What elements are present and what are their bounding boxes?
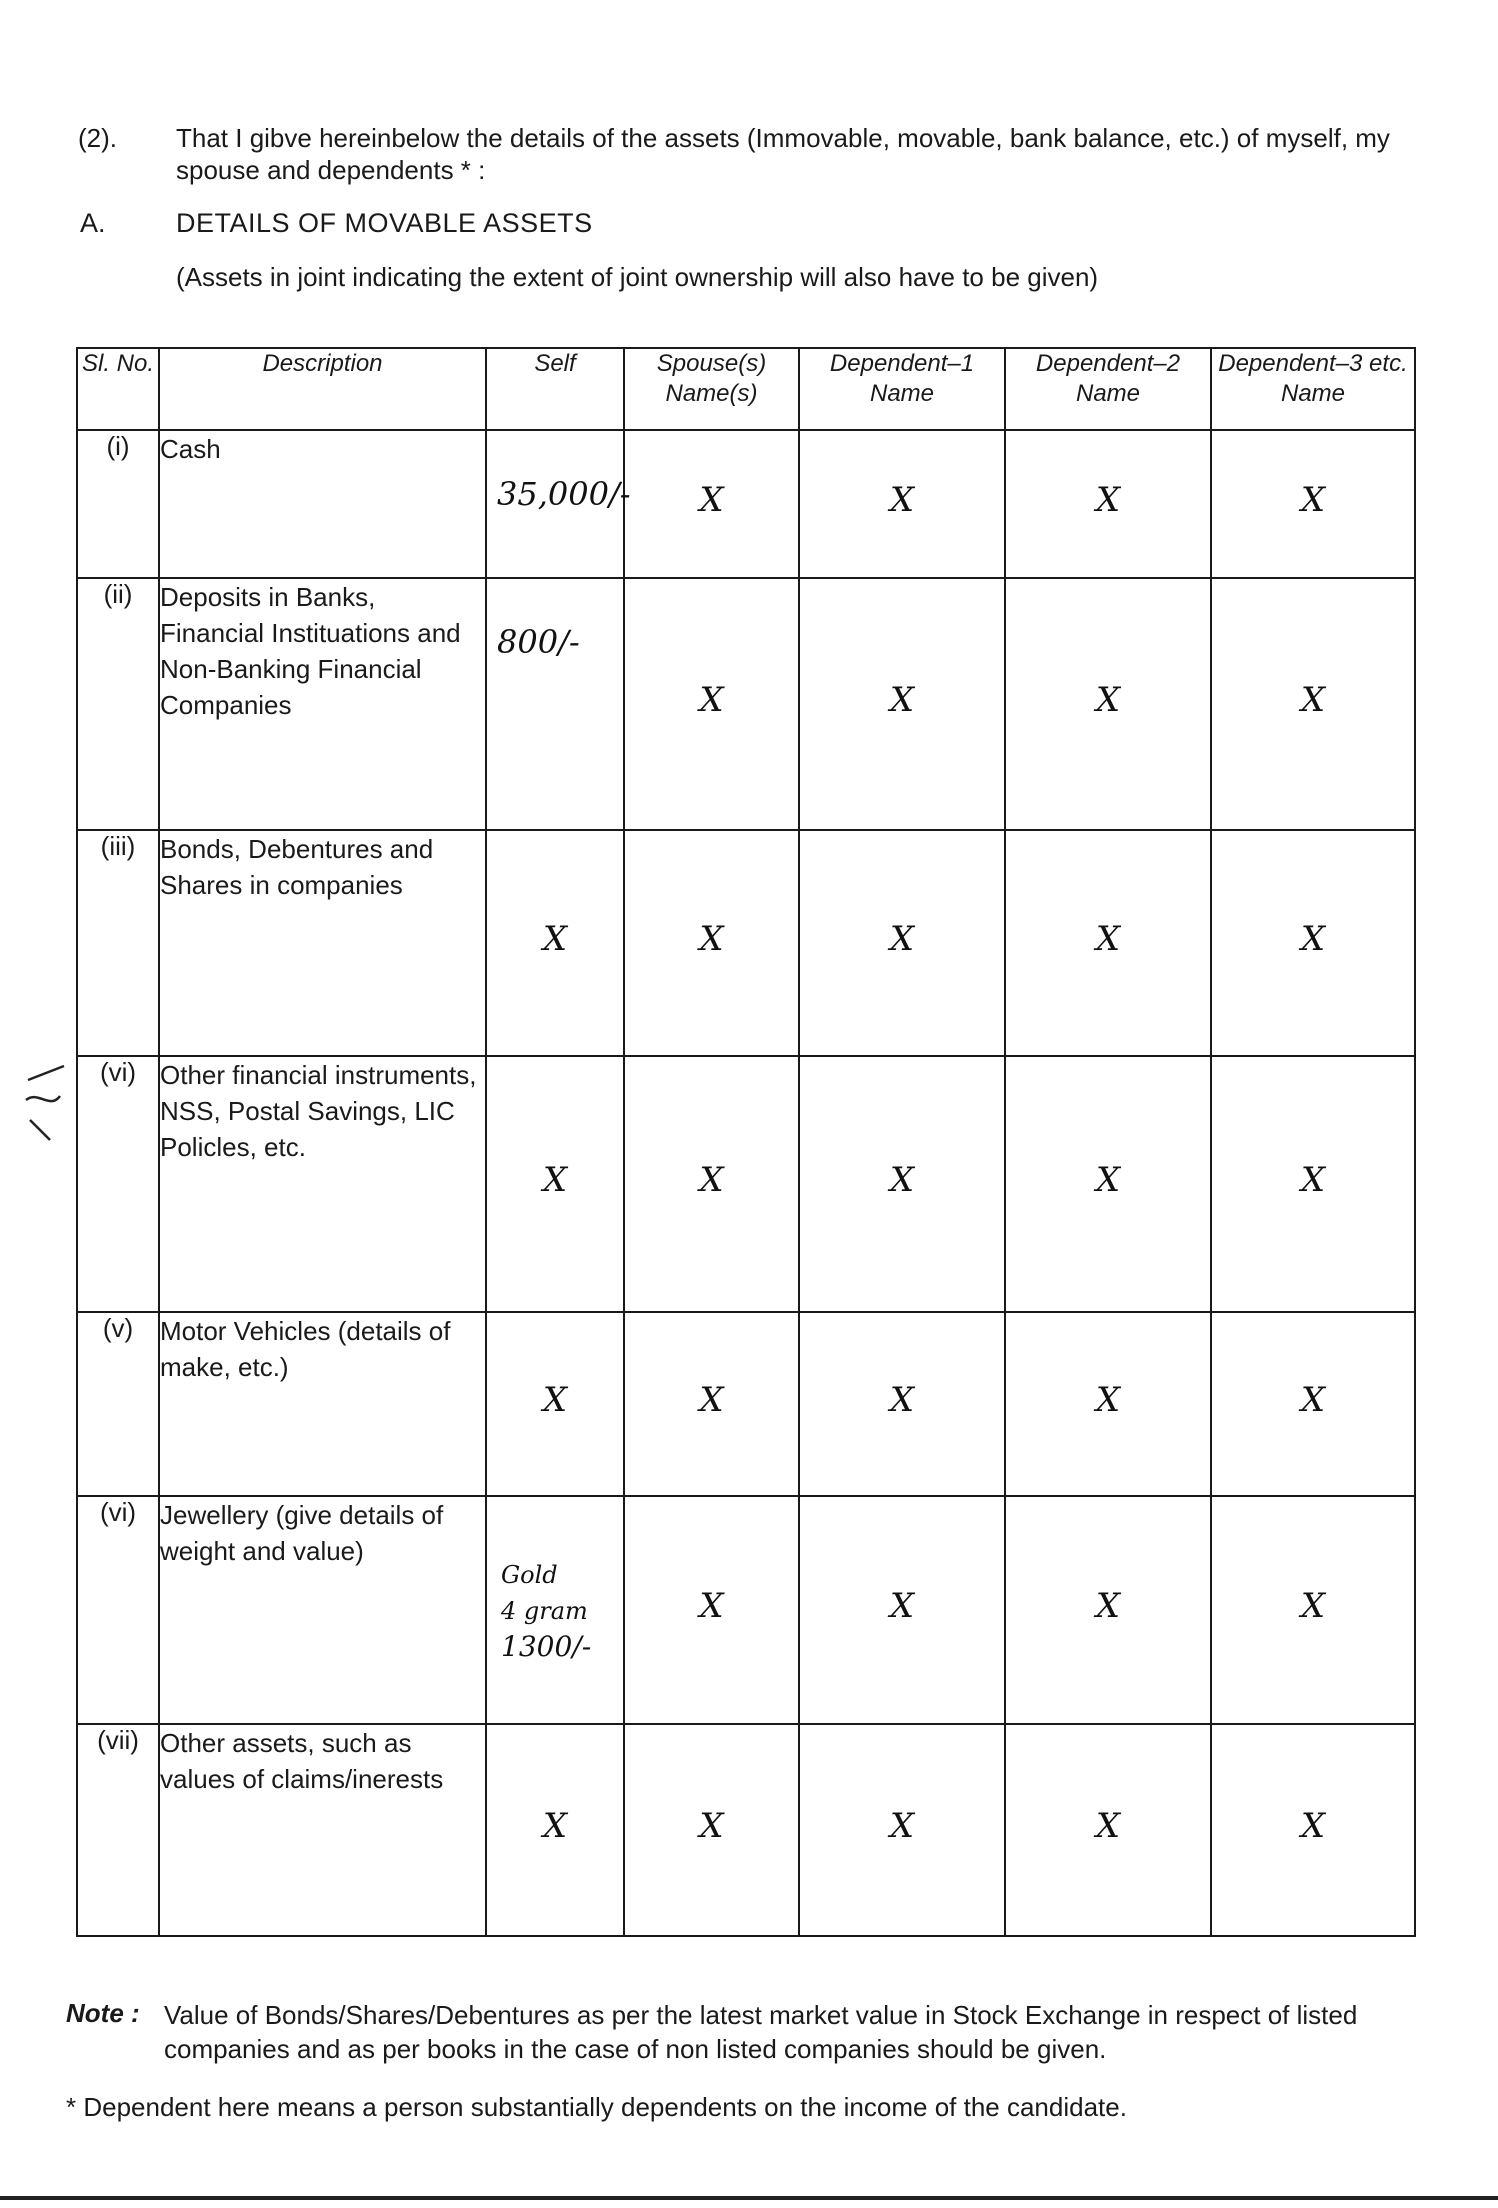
cross-mark: X (1095, 480, 1121, 520)
cross-mark: X (1300, 1586, 1326, 1626)
cross-mark: X (1300, 1380, 1326, 1420)
cell-dependent-2 (1005, 1056, 1211, 1312)
cross-mark: X (889, 1160, 915, 1200)
dependent-definition-note: * Dependent here means a person substantially dependents on the income of the candidate. (66, 2092, 1127, 2122)
paragraph-number: (2). (78, 123, 117, 153)
cell-dependent-2 (1005, 1724, 1211, 1936)
cross-mark: X (699, 480, 724, 520)
cell-dependent-1 (799, 578, 1005, 830)
cross-mark: X (542, 1160, 568, 1200)
cell-dependent-2 (1005, 430, 1211, 578)
cell-dependent-1 (799, 1724, 1005, 1936)
cross-mark: X (1095, 1806, 1121, 1846)
handwritten-jewellery-entry (501, 1557, 591, 1665)
table-row (77, 578, 1415, 830)
handwritten-weight: 4 gram (501, 1597, 588, 1625)
header-self: Self (486, 348, 624, 430)
section-subtitle: (Assets in joint indicating the extent of joint ownership will also have to be given) (176, 262, 1099, 292)
section-letter: A. (80, 208, 106, 238)
handwritten-amount: 800/- (497, 623, 580, 661)
cell-dependent-3 (1211, 1496, 1415, 1724)
cell-dependent-1 (799, 1056, 1005, 1312)
cell-self (486, 430, 631, 578)
intro-paragraph: That I gibve hereinbelow the details of the assets (Immovable, movable, bank balance, etc.) of myself, my spouse and dependents * : (176, 123, 1390, 185)
header-dependent-3: Dependent–3 etc. Name (1211, 348, 1415, 430)
cross-mark: X (542, 1806, 568, 1846)
row-sl-no: (iii) (77, 830, 159, 1056)
cross-mark: X (542, 1380, 568, 1420)
cross-mark: X (1095, 680, 1121, 720)
cell-self (486, 1496, 624, 1724)
cross-mark: X (699, 1586, 724, 1626)
cell-spouse (624, 1312, 799, 1496)
movable-assets-table (76, 347, 1416, 1937)
cross-mark: X (699, 1380, 724, 1420)
header-sl-no: Sl. No. (77, 348, 159, 430)
cross-mark: X (889, 919, 915, 959)
cell-dependent-3 (1211, 1724, 1415, 1936)
row-description: Jewellery (give details of weight and value) (159, 1496, 486, 1724)
margin-signature-mark (20, 1060, 70, 1160)
note-text: Value of Bonds/Shares/Debentures as per the latest market value in Stock Exchange in respect of listed companies and as per books in the case of non listed companies should be given. (164, 2000, 1358, 2064)
cross-mark: X (699, 1806, 724, 1846)
row-description: Other financial instruments, NSS, Postal Savings, LIC Policles, etc. (159, 1056, 486, 1312)
cell-dependent-1 (799, 430, 1005, 578)
cross-mark: X (699, 919, 724, 959)
table-row (77, 1496, 1415, 1724)
table-row (77, 430, 1415, 578)
cell-dependent-2 (1005, 830, 1211, 1056)
cell-self (486, 1724, 624, 1936)
header-description: Description (159, 348, 486, 430)
row-description: Bonds, Debentures and Shares in companies (159, 830, 486, 1056)
cross-mark: X (1095, 1380, 1121, 1420)
table-row (77, 1056, 1415, 1312)
row-sl-no: (vi) (77, 1496, 159, 1724)
cell-self (486, 1312, 624, 1496)
cross-mark: X (1095, 1160, 1121, 1200)
cross-mark: X (699, 1160, 724, 1200)
cell-spouse (624, 1724, 799, 1936)
cross-mark: X (699, 680, 724, 720)
cross-mark: X (542, 919, 568, 959)
row-sl-no: (i) (77, 430, 159, 578)
handwritten-amount: 1300/- (501, 1630, 592, 1663)
row-description: Deposits in Banks, Financial Instituations and Non-Banking Financial Companies (159, 578, 486, 830)
cell-spouse (624, 830, 799, 1056)
row-description: Motor Vehicles (details of make, etc.) (159, 1312, 486, 1496)
table-row (77, 830, 1415, 1056)
cell-self (486, 578, 624, 830)
header-spouse: Spouse(s) Name(s) (624, 348, 799, 430)
row-sl-no: (v) (77, 1312, 159, 1496)
cell-dependent-1 (799, 1312, 1005, 1496)
cross-mark: X (1095, 1586, 1121, 1626)
cross-mark: X (1300, 680, 1326, 720)
cell-spouse (624, 430, 799, 578)
cross-mark: X (889, 1380, 915, 1420)
row-description: Other assets, such as values of claims/inerests (159, 1724, 486, 1936)
cell-dependent-2 (1005, 1496, 1211, 1724)
header-dependent-2: Dependent–2 Name (1005, 348, 1211, 430)
handwritten-gold: Gold (501, 1561, 558, 1589)
cell-dependent-3 (1211, 830, 1415, 1056)
cross-mark: X (1095, 919, 1121, 959)
row-sl-no: (ii) (77, 578, 159, 830)
table-row (77, 1724, 1415, 1936)
table-header-row (77, 348, 1415, 430)
cell-dependent-2 (1005, 578, 1211, 830)
row-sl-no: (vii) (77, 1724, 159, 1936)
cross-mark: X (889, 680, 915, 720)
cross-mark: X (889, 480, 915, 520)
cross-mark: X (1300, 480, 1326, 520)
row-sl-no: (vi) (77, 1056, 159, 1312)
cross-mark: X (1300, 1160, 1326, 1200)
header-dependent-1: Dependent–1 Name (799, 348, 1005, 430)
cell-dependent-1 (799, 830, 1005, 1056)
handwritten-amount: 35,000/- (497, 475, 631, 513)
table-row (77, 1312, 1415, 1496)
cell-dependent-3 (1211, 430, 1415, 578)
cell-dependent-3 (1211, 578, 1415, 830)
cell-self (486, 1056, 624, 1312)
cross-mark: X (1300, 1806, 1326, 1846)
cross-mark: X (889, 1806, 915, 1846)
cell-spouse (624, 578, 799, 830)
cross-mark: X (1300, 919, 1326, 959)
cell-dependent-3 (1211, 1056, 1415, 1312)
note-label: Note : (66, 1998, 140, 2028)
cell-dependent-2 (1005, 1312, 1211, 1496)
bottom-rule (0, 2196, 1498, 2200)
cell-dependent-3 (1211, 1312, 1415, 1496)
cell-self (486, 830, 624, 1056)
cell-spouse (624, 1496, 799, 1724)
cell-dependent-1 (799, 1496, 1005, 1724)
row-description: Cash (159, 430, 486, 578)
cell-spouse (624, 1056, 799, 1312)
cross-mark: X (889, 1586, 915, 1626)
section-title: DETAILS OF MOVABLE ASSETS (176, 208, 593, 238)
